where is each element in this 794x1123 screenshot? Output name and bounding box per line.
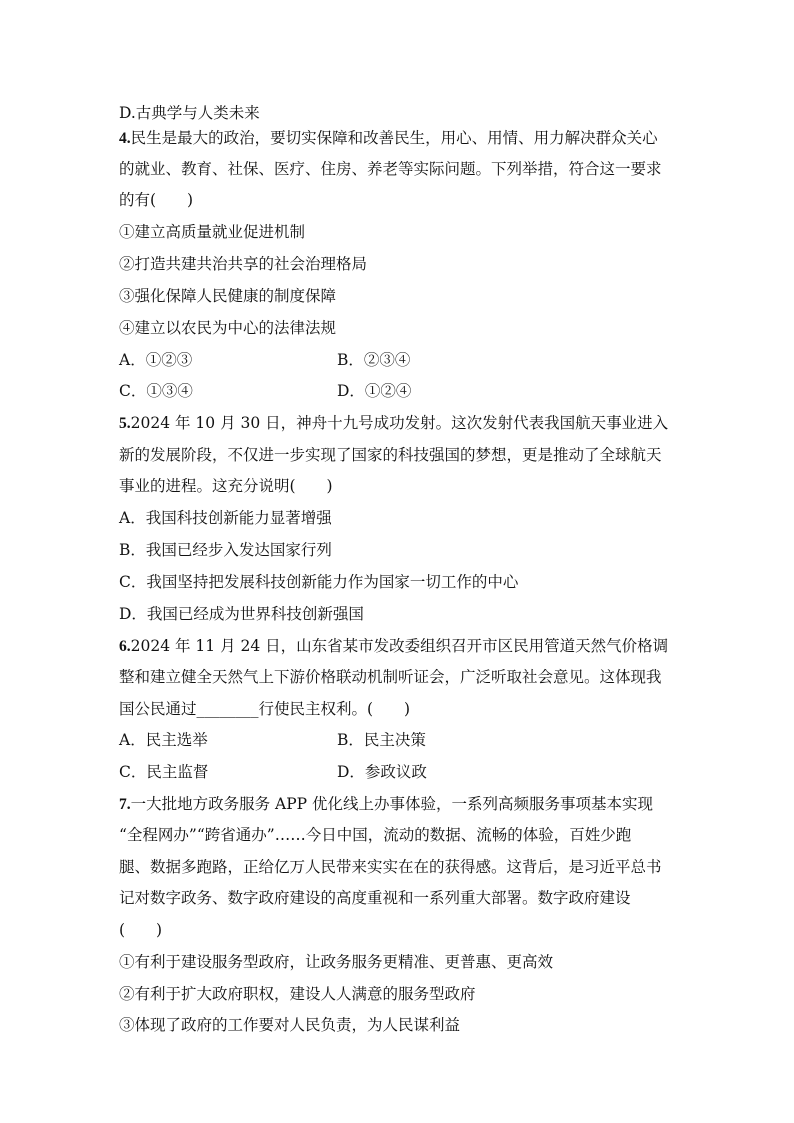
q7-item-2: ②有利于扩大政府职权，建设人人满意的服务型政府 bbox=[119, 985, 476, 1003]
q7-stem-line-3: 腿、数据多跑路，正给亿万人民带来实实在在的获得感。这背后，是习近平总书 bbox=[119, 858, 662, 876]
q4-stem-line-3: 的有( ) bbox=[119, 191, 194, 209]
q7-stem-line-4: 记对数字政务、数字政府建设的高度重视和一系列重大部署。数字政府建设 bbox=[119, 889, 631, 907]
q4-number: 4. bbox=[119, 130, 131, 147]
q4-stem-line-1: 4.民生是最大的政治，要切实保障和改善民生，用心、用情、用力解决群众关心 bbox=[119, 129, 658, 147]
q7-stem-line-1: 7.一大批地方政务服务 APP 优化线上办事体验，一系列高频服务事项基本实现 bbox=[119, 795, 654, 813]
q7-number: 7. bbox=[119, 796, 131, 813]
q5-option-b: B．我国已经步入发达国家行列 bbox=[119, 541, 332, 559]
q4-item-2: ②打造共建共治共享的社会治理格局 bbox=[119, 255, 368, 273]
q6-stem-line-1: 6.2024 年 11 月 24 日，山东省某市发改委组织召开市区民用管道天然气价格调 bbox=[119, 637, 669, 655]
q7-stem-line-5: ( ) bbox=[119, 921, 163, 939]
q7-stem-line-2: “全程网办”“跨省通办”……今日中国，流动的数据、流畅的体验，百姓少跑 bbox=[119, 826, 632, 844]
q5-number: 5. bbox=[119, 415, 131, 432]
q4-item-4: ④建立以农民为中心的法律法规 bbox=[119, 319, 337, 337]
q5-stem-line-1: 5.2024 年 10 月 30 日，神舟十九号成功发射。这次发射代表我国航天事业进入 bbox=[119, 414, 669, 432]
prev-option-d: D.古典学与人类未来 bbox=[119, 104, 260, 122]
q6-option-c: C．民主监督 bbox=[119, 763, 209, 781]
q7-item-1: ①有利于建设服务型政府，让政务服务更精准、更普惠、更高效 bbox=[119, 953, 554, 971]
q7-item-3: ③体现了政府的工作要对人民负责，为人民谋利益 bbox=[119, 1016, 461, 1034]
q6-option-d: D．参政议政 bbox=[337, 763, 427, 781]
q4-option-d: D．①②④ bbox=[337, 382, 412, 400]
q4-item-1: ①建立高质量就业促进机制 bbox=[119, 223, 306, 241]
q6-stem-line-2: 整和建立健全天然气上下游价格联动机制听证会，广泛听取社会意见。这体现我 bbox=[119, 668, 662, 686]
q6-number: 6. bbox=[119, 638, 131, 655]
q5-option-a: A．我国科技创新能力显著增强 bbox=[119, 509, 332, 527]
q4-item-3: ③强化保障人民健康的制度保障 bbox=[119, 287, 337, 305]
q5-option-c: C．我国坚持把发展科技创新能力作为国家一切工作的中心 bbox=[119, 573, 519, 591]
q5-option-d: D．我国已经成为世界科技创新强国 bbox=[119, 605, 364, 623]
q5-stem-line-3: 事业的进程。这充分说明( ) bbox=[119, 477, 333, 495]
q4-option-b: B．②③④ bbox=[337, 351, 411, 369]
q6-stem-line-3: 国公民通过________行使民主权利。( ) bbox=[119, 700, 411, 718]
q6-option-b: B．民主决策 bbox=[337, 731, 426, 749]
q4-stem-line-2: 的就业、教育、社保、医疗、住房、养老等实际问题。下列举措，符合这一要求 bbox=[119, 160, 662, 178]
q4-option-a: A．①②③ bbox=[119, 351, 193, 369]
q4-option-c: C．①③④ bbox=[119, 382, 193, 400]
q6-option-a: A．民主选举 bbox=[119, 731, 208, 749]
q5-stem-line-2: 新的发展阶段，不仅进一步实现了国家的科技强国的梦想，更是推动了全球航天 bbox=[119, 446, 662, 464]
